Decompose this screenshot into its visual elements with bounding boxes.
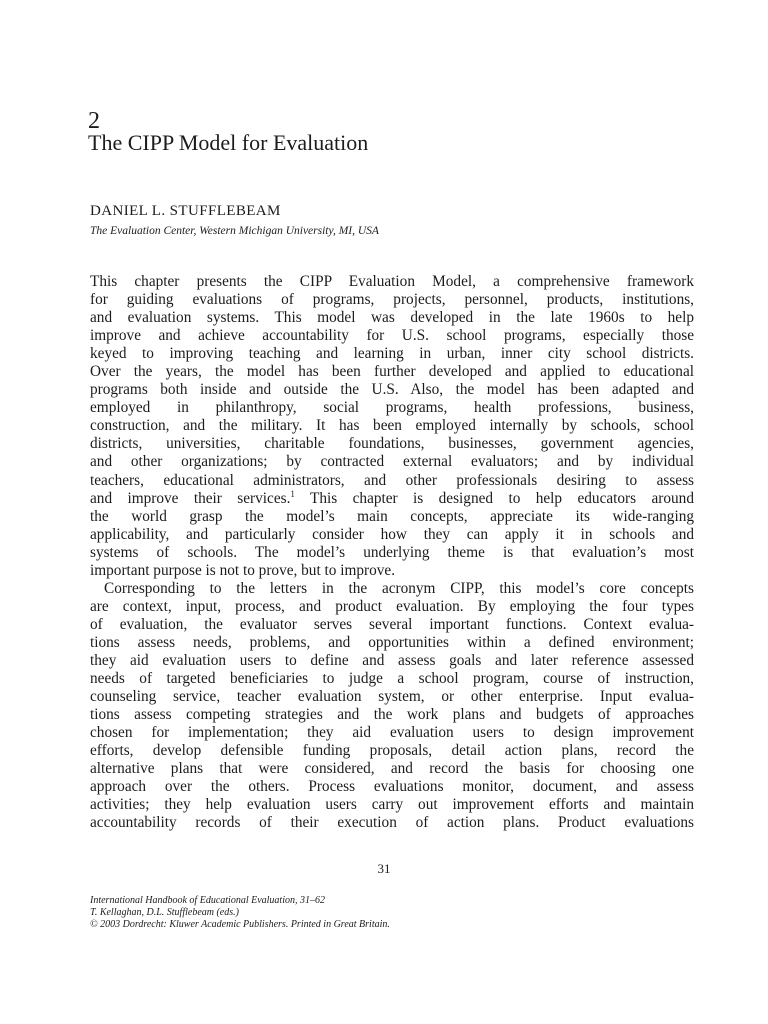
- paragraph-1: [90, 273, 694, 580]
- text-line: the world grasp the model’s main concepts, appreciate its wide-ranging: [90, 507, 694, 525]
- text-line: teachers, educational administrators, and other professionals desiring to assess: [90, 471, 694, 489]
- text-line: approach over the others. Process evaluations monitor, document, and assess: [90, 778, 694, 796]
- author-affiliation: The Evaluation Center, Western Michigan University, MI, USA: [90, 225, 379, 237]
- text-line: applicability, and particularly consider how they can apply it in schools and: [90, 525, 694, 543]
- text-line: keyed to improving teaching and learning in urban, inner city school districts.: [90, 345, 694, 363]
- text-line: important purpose is not to prove, but to improve.: [90, 561, 396, 579]
- text-line: Corresponding to the letters in the acronym CIPP, this model’s core concepts: [104, 579, 694, 597]
- text-line: This chapter presents the CIPP Evaluation Model, a comprehensive framework: [90, 273, 694, 290]
- text-segment: and improve their services.: [90, 489, 291, 507]
- text-segment: This chapter is designed to help educators around: [294, 489, 694, 507]
- text-line: and other organizations; by contracted external evaluators; and by individual: [90, 453, 694, 471]
- text-line: they aid evaluation users to define and assess goals and later reference assessed: [90, 651, 694, 669]
- text-line: activities; they help evaluation users carry out improvement efforts and maintain: [90, 796, 694, 814]
- citation-block: [90, 895, 390, 931]
- footnote-marker[interactable]: 1: [290, 488, 295, 499]
- text-line: tions assess competing strategies and the work plans and budgets of approaches: [90, 706, 694, 724]
- text-line: districts, universities, charitable foundations, businesses, government agencies,: [90, 435, 694, 453]
- citation-line: T. Kellaghan, D.L. Stufflebeam (eds.): [90, 907, 239, 918]
- text-line-with-footnote: [90, 490, 694, 508]
- citation-line: © 2003 Dordrecht: Kluwer Academic Publishers. Printed in Great Britain.: [90, 919, 390, 930]
- text-line: needs of targeted beneficiaries to judge a school program, course of instruction,: [90, 670, 694, 688]
- text-line: counseling service, teacher evaluation system, or other enterprise. Input evalua-: [90, 688, 694, 706]
- citation-line: International Handbook of Educational Evaluation, 31–62: [90, 895, 325, 906]
- text-line: tions assess needs, problems, and opportunities within a defined environment;: [90, 633, 694, 651]
- text-line: efforts, develop defensible funding proposals, detail action plans, record the: [90, 742, 694, 760]
- text-line: and evaluation systems. This model was developed in the late 1960s to help: [90, 309, 694, 327]
- text-line: Over the years, the model has been further developed and applied to educational: [90, 363, 694, 381]
- text-line: improve and achieve accountability for U.S. school programs, especially those: [90, 327, 694, 345]
- author-name: DANIEL L. STUFFLEBEAM: [90, 203, 281, 219]
- chapter-number: 2: [88, 108, 100, 134]
- page-number: 31: [377, 861, 391, 876]
- text-line: systems of schools. The model’s underlying theme is that evaluation’s most: [90, 543, 694, 561]
- text-line: construction, and the military. It has been employed internally by schools, school: [90, 417, 694, 435]
- text-line: alternative plans that were considered, and record the basis for choosing one: [90, 760, 694, 778]
- text-line: are context, input, process, and product evaluation. By employing the four types: [90, 597, 694, 615]
- chapter-body: [90, 273, 694, 832]
- text-line: for guiding evaluations of programs, projects, personnel, products, institutions,: [90, 291, 694, 309]
- text-line: employed in philanthropy, social programs, health professions, business,: [90, 399, 694, 417]
- text-line: programs both inside and outside the U.S. Also, the model has been adapted and: [90, 381, 694, 399]
- chapter-title: The CIPP Model for Evaluation: [88, 130, 369, 155]
- text-line: chosen for implementation; they aid evaluation users to design improvement: [90, 724, 694, 742]
- text-line: accountability records of their execution of action plans. Product evaluations: [90, 814, 694, 832]
- text-line: of evaluation, the evaluator serves several important functions. Context evalua-: [90, 615, 694, 633]
- paragraph-2: [90, 580, 694, 833]
